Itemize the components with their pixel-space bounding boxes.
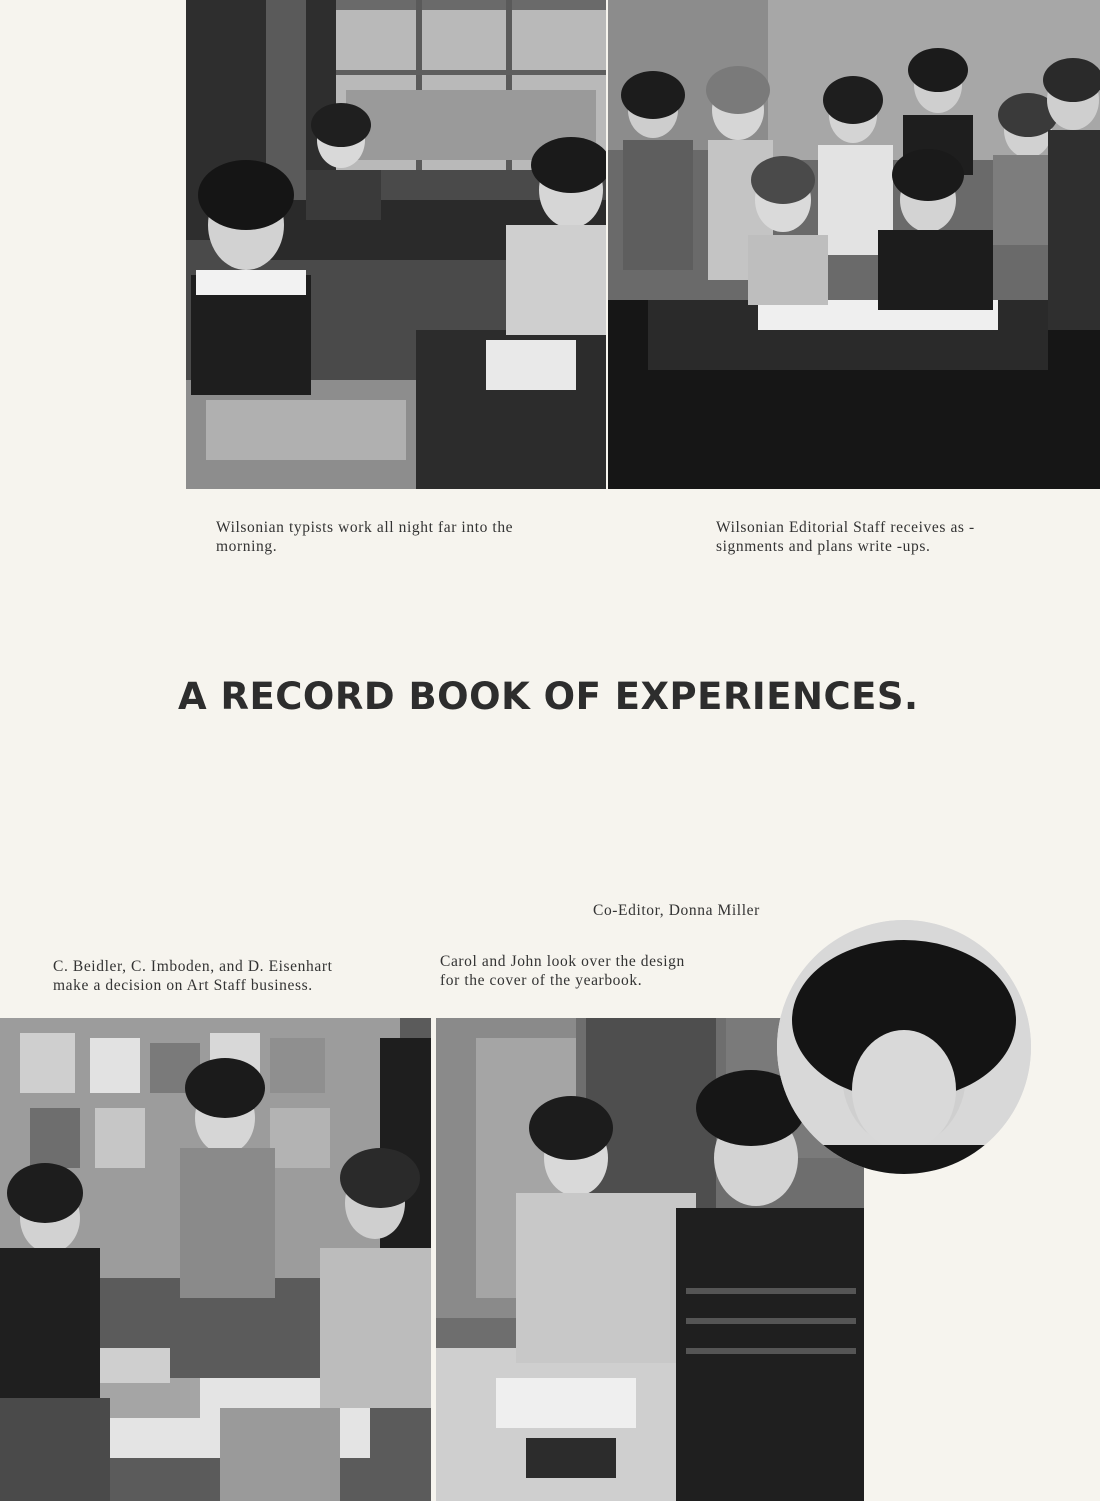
cover-design-caption-line1: Carol and John look over the design bbox=[440, 953, 685, 970]
art-staff-caption-line2: make a decision on Art Staff business. bbox=[53, 977, 313, 994]
typists-caption-line1: Wilsonian typists work all night far into the bbox=[216, 519, 514, 536]
art-staff-caption bbox=[53, 957, 333, 995]
art-staff-caption-line1: C. Beidler, C. Imboden, and D. Eisenhart bbox=[53, 958, 333, 975]
editorial-caption-line2: signments and plans write -ups. bbox=[716, 538, 931, 555]
typists-caption bbox=[216, 518, 513, 556]
typists-photo bbox=[186, 0, 606, 489]
art-staff-photo bbox=[0, 1018, 431, 1501]
cover-design-caption bbox=[440, 952, 685, 990]
typists-caption-line2: morning. bbox=[216, 538, 278, 555]
editorial-caption-line1: Wilsonian Editorial Staff receives as - bbox=[716, 519, 975, 536]
page-headline: A RECORD BOOK OF EXPERIENCES. bbox=[178, 675, 919, 718]
editorial-caption bbox=[716, 518, 975, 556]
co-editor-portrait bbox=[777, 920, 1031, 1174]
co-editor-caption: Co-Editor, Donna Miller bbox=[593, 902, 760, 919]
editorial-staff-photo bbox=[608, 0, 1100, 489]
cover-design-caption-line2: for the cover of the yearbook. bbox=[440, 972, 643, 989]
